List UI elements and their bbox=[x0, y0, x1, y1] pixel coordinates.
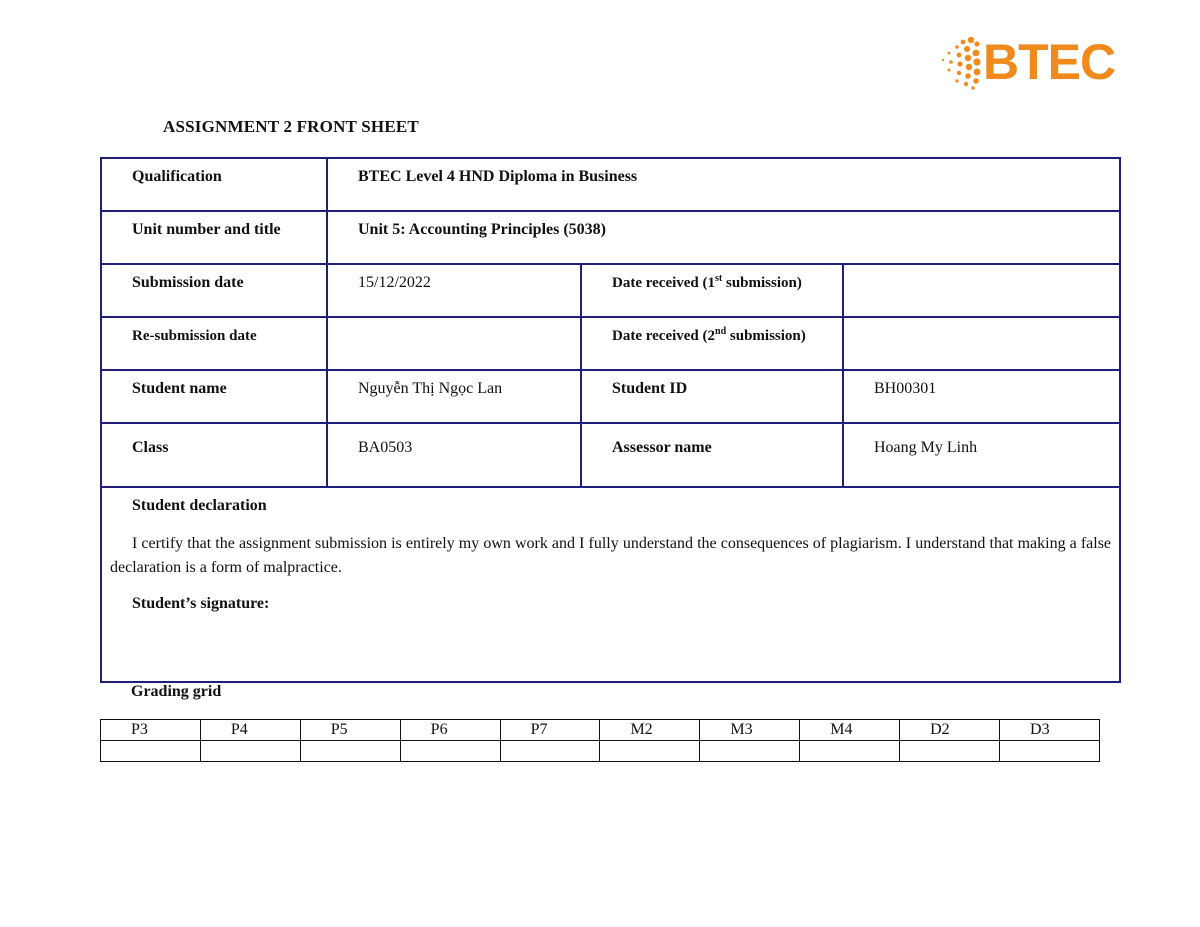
grade-value-d3[interactable] bbox=[1000, 741, 1100, 762]
row-submission bbox=[101, 264, 1120, 317]
grade-header-m4: M4 bbox=[800, 720, 900, 741]
unit-label-cell bbox=[101, 211, 327, 264]
submission-label-cell bbox=[101, 264, 327, 317]
grade-value-m2[interactable] bbox=[600, 741, 700, 762]
signature-label: Student’s signature: bbox=[132, 595, 270, 612]
row-class bbox=[101, 423, 1120, 487]
grade-header-p3: P3 bbox=[101, 720, 201, 741]
unit-value-cell bbox=[327, 211, 1120, 264]
resubmission-value bbox=[328, 318, 580, 326]
grade-header-d3: D3 bbox=[1000, 720, 1100, 741]
grade-header-m2: M2 bbox=[600, 720, 700, 741]
declaration-text: I certify that the assignment submission is entirely my own work and I fully understand the consequences of plagiarism. I understand that making a false declaration is a form of malpractice. bbox=[110, 535, 1112, 576]
grade-value-m4[interactable] bbox=[800, 741, 900, 762]
assessor-value: Hoang My Linh bbox=[874, 439, 978, 456]
row-resubmission bbox=[101, 317, 1120, 370]
row-student bbox=[101, 370, 1120, 423]
received-1-label-post: submission) bbox=[722, 275, 802, 291]
student-name-value-cell[interactable] bbox=[327, 370, 581, 423]
class-label: Class bbox=[132, 439, 169, 456]
received-1-label-pre: Date received (1 bbox=[612, 275, 716, 291]
qualification-value-cell bbox=[327, 158, 1120, 211]
logo-dots-icon bbox=[937, 34, 981, 90]
student-name-label: Student name bbox=[132, 380, 227, 397]
front-sheet-table bbox=[100, 157, 1121, 683]
grade-value-d2[interactable] bbox=[900, 741, 1000, 762]
submission-value: 15/12/2022 bbox=[358, 274, 431, 291]
received-1-value-cell[interactable] bbox=[843, 264, 1120, 317]
grading-grid bbox=[100, 719, 1100, 762]
student-id-value: BH00301 bbox=[874, 380, 937, 397]
class-value: BA0503 bbox=[358, 439, 413, 456]
unit-value: Unit 5: Accounting Principles (5038) bbox=[358, 221, 606, 238]
student-name-value: Nguyễn Thị Ngọc Lan bbox=[358, 380, 503, 397]
assessor-label-cell bbox=[581, 423, 843, 487]
received-2-label-cell bbox=[581, 317, 843, 370]
received-2-label-post: submission) bbox=[726, 328, 806, 344]
grade-header-p4: P4 bbox=[200, 720, 300, 741]
resubmission-label-cell bbox=[101, 317, 327, 370]
grade-value-p5[interactable] bbox=[300, 741, 400, 762]
received-1-label-sup: st bbox=[715, 273, 723, 284]
student-id-label: Student ID bbox=[612, 380, 688, 397]
declaration-cell bbox=[101, 487, 1120, 682]
student-id-label-cell bbox=[581, 370, 843, 423]
logo-text: BTEC bbox=[983, 34, 1116, 90]
grade-header-p5: P5 bbox=[300, 720, 400, 741]
received-2-label-pre: Date received (2 bbox=[612, 328, 716, 344]
submission-value-cell[interactable] bbox=[327, 264, 581, 317]
qualification-value: BTEC Level 4 HND Diploma in Business bbox=[358, 168, 638, 185]
resubmission-value-cell[interactable] bbox=[327, 317, 581, 370]
student-id-value-cell[interactable] bbox=[843, 370, 1120, 423]
qualification-label-cell bbox=[101, 158, 327, 211]
received-2-label bbox=[582, 318, 842, 346]
received-1-label bbox=[582, 265, 842, 293]
grade-header-p6: P6 bbox=[400, 720, 500, 741]
grade-header-d2: D2 bbox=[900, 720, 1000, 741]
qualification-label: Qualification bbox=[132, 168, 222, 185]
received-1-label-cell bbox=[581, 264, 843, 317]
grading-grid-title: Grading grid bbox=[131, 683, 222, 700]
assessor-label: Assessor name bbox=[612, 439, 712, 456]
assessor-value-cell[interactable] bbox=[843, 423, 1120, 487]
grade-value-p3[interactable] bbox=[101, 741, 201, 762]
btec-logo bbox=[937, 34, 1115, 90]
class-value-cell[interactable] bbox=[327, 423, 581, 487]
grade-header-m3: M3 bbox=[700, 720, 800, 741]
student-name-label-cell bbox=[101, 370, 327, 423]
page-title: ASSIGNMENT 2 FRONT SHEET bbox=[163, 117, 419, 136]
row-declaration bbox=[101, 487, 1120, 682]
grade-value-m3[interactable] bbox=[700, 741, 800, 762]
grade-value-p6[interactable] bbox=[400, 741, 500, 762]
resubmission-label: Re-submission date bbox=[132, 328, 257, 344]
received-2-label-sup: nd bbox=[715, 326, 727, 337]
row-unit bbox=[101, 211, 1120, 264]
unit-label: Unit number and title bbox=[132, 221, 281, 238]
submission-label: Submission date bbox=[132, 274, 244, 291]
declaration-title: Student declaration bbox=[132, 497, 267, 514]
grade-header-p7: P7 bbox=[500, 720, 600, 741]
class-label-cell bbox=[101, 423, 327, 487]
grade-value-p4[interactable] bbox=[200, 741, 300, 762]
received-1-value bbox=[844, 265, 1119, 273]
grade-value-p7[interactable] bbox=[500, 741, 600, 762]
grading-header-row bbox=[101, 720, 1100, 741]
received-2-value bbox=[844, 318, 1119, 326]
grading-value-row bbox=[101, 741, 1100, 762]
received-2-value-cell[interactable] bbox=[843, 317, 1120, 370]
row-qualification bbox=[101, 158, 1120, 211]
